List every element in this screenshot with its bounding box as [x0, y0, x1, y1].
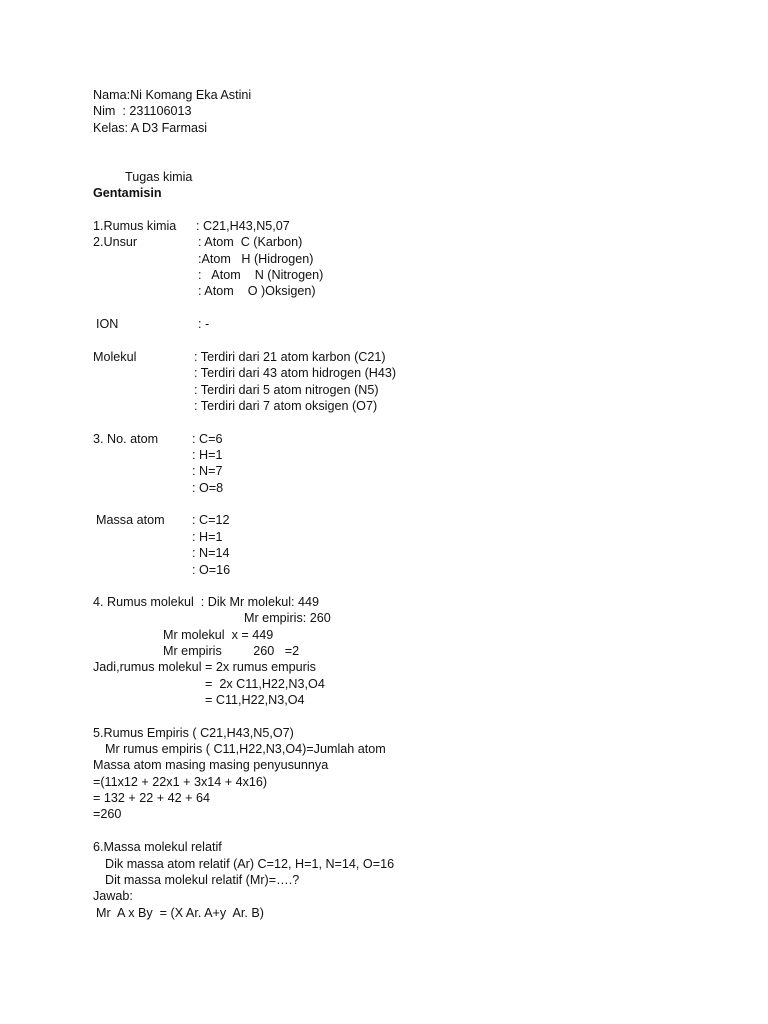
s6-line: Dit massa molekul relatif (Mr)=….? — [105, 873, 300, 887]
student-name: Nama:Ni Komang Eka Astini — [93, 88, 252, 102]
s6-line: Mr A x By = (X Ar. A+y Ar. B) — [96, 906, 264, 920]
s5-line: = 132 + 22 + 42 + 64 — [93, 791, 210, 805]
molekul-value: : Terdiri dari 5 atom nitrogen (N5) — [194, 383, 379, 397]
student-nim: Nim : 231106013 — [93, 104, 192, 118]
s4-line: Jadi,rumus molekul = 2x rumus empuris — [93, 660, 316, 674]
ion-label: ION — [96, 317, 119, 331]
document-heading: Gentamisin — [93, 186, 162, 200]
s2-value: :Atom H (Hidrogen) — [198, 252, 314, 266]
s5-line: =260 — [93, 807, 122, 821]
s6-line: Jawab: — [93, 889, 133, 903]
massa-label: Massa atom — [96, 513, 165, 527]
s3-value: : C=6 — [192, 432, 223, 446]
s4-line: = 2x C11,H22,N3,O4 — [205, 677, 325, 691]
s4-line: Mr empiris 260 =2 — [163, 644, 300, 658]
student-class: Kelas: A D3 Farmasi — [93, 121, 208, 135]
s2-value: : Atom C (Karbon) — [198, 235, 303, 249]
s2-value: : Atom N (Nitrogen) — [198, 268, 324, 282]
ion-value: : - — [198, 317, 210, 331]
molekul-value: : Terdiri dari 43 atom hidrogen (H43) — [194, 366, 397, 380]
molekul-value: : Terdiri dari 7 atom oksigen (O7) — [194, 399, 378, 413]
molekul-label: Molekul — [93, 350, 137, 364]
s5-line: 5.Rumus Empiris ( C21,H43,N5,O7) — [93, 726, 294, 740]
s1-label: 1.Rumus kimia — [93, 219, 177, 233]
s3-value: : N=7 — [192, 464, 223, 478]
s2-label: 2.Unsur — [93, 235, 138, 249]
s1-value: : C21,H43,N5,07 — [196, 219, 290, 233]
massa-value: : H=1 — [192, 530, 223, 544]
s3-label: 3. No. atom — [93, 432, 159, 446]
s3-value: : O=8 — [192, 481, 224, 495]
s6-line: 6.Massa molekul relatif — [93, 840, 222, 854]
massa-value: : O=16 — [192, 563, 231, 577]
s4-line: Mr empiris: 260 — [244, 611, 331, 625]
massa-value: : C=12 — [192, 513, 230, 527]
s4-line: Mr molekul x = 449 — [163, 628, 274, 642]
s5-line: Mr rumus empiris ( C11,H22,N3,O4)=Jumlah atom — [105, 742, 386, 756]
s4-line: = C11,H22,N3,O4 — [205, 693, 305, 707]
s3-value: : H=1 — [192, 448, 223, 462]
s4-line: 4. Rumus molekul : Dik Mr molekul: 449 — [93, 595, 320, 609]
s5-line: Massa atom masing masing penyusunnya — [93, 758, 329, 772]
assignment-subtitle: Tugas kimia — [125, 170, 193, 184]
s5-line: =(11x12 + 22x1 + 3x14 + 4x16) — [93, 775, 268, 789]
s6-line: Dik massa atom relatif (Ar) C=12, H=1, N=14, O=16 — [105, 857, 395, 871]
molekul-value: : Terdiri dari 21 atom karbon (C21) — [194, 350, 386, 364]
massa-value: : N=14 — [192, 546, 230, 560]
s2-value: : Atom O )Oksigen) — [198, 284, 316, 298]
